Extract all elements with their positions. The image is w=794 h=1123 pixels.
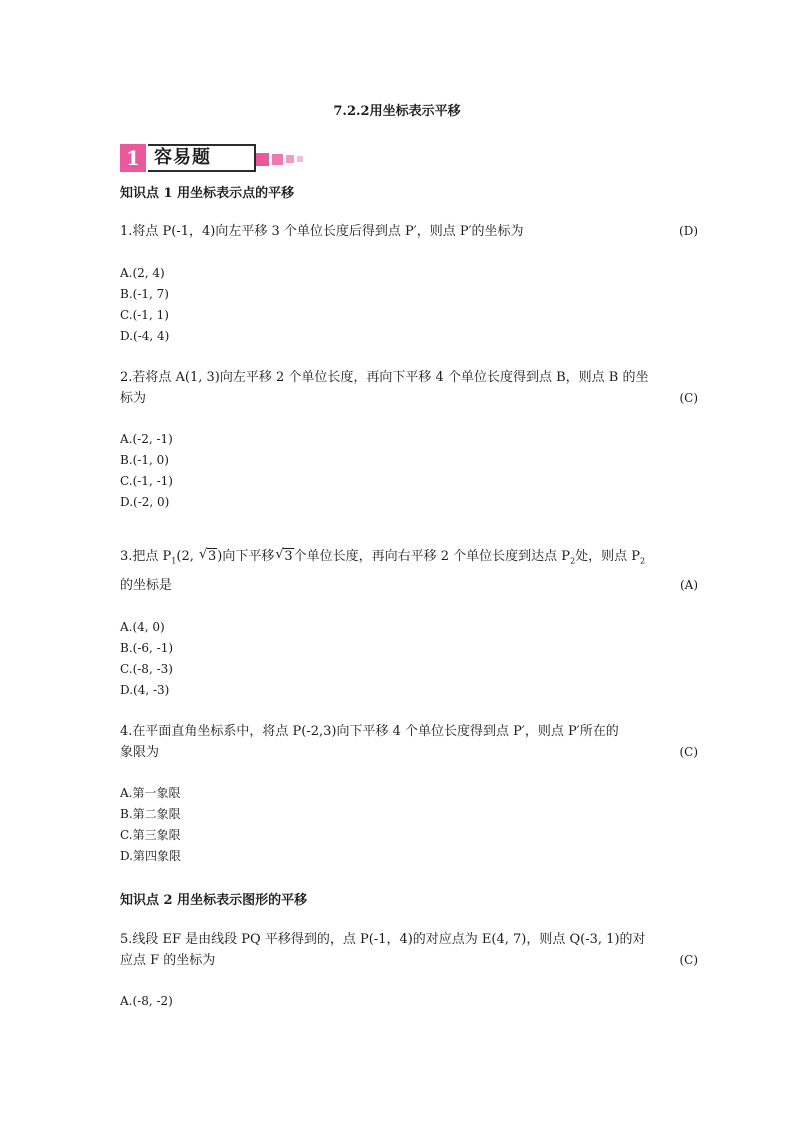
question-3-answer: (A): [679, 578, 698, 592]
section-label: 容易题: [148, 144, 256, 172]
question-2-text: 2.若将点 A(1, 3)向左平移 2 个单位长度，再向下平移 4 个单位长度得到点 B，则点 B 的坐: [120, 370, 649, 385]
question-1-option: C.(-1, 1): [120, 308, 169, 322]
question-1-option: D.(-4, 4): [120, 329, 170, 343]
q3-seg: 个单位长度，再向右平移 2 个单位长度到达点 P: [293, 549, 571, 564]
q3-sub: 2: [570, 556, 576, 566]
question-4-option: B.第二象限: [120, 807, 181, 821]
section-banner: [120, 144, 310, 172]
banner-decoration: [297, 156, 303, 162]
question-5-option: A.(-8, -2): [120, 994, 173, 1008]
question-3-text-cont: 的坐标是: [120, 578, 173, 593]
question-1-option: A.(2, 4): [120, 266, 165, 280]
sqrt-symbol: √ 3: [199, 547, 217, 564]
section-number: 1: [120, 144, 146, 172]
question-2-option: B.(-1, 0): [120, 453, 169, 467]
question-2-option: A.(-2, -1): [120, 432, 173, 446]
question-1-answer: (D): [679, 224, 698, 238]
question-3-option: A.(4, 0): [120, 620, 165, 634]
question-4-answer: (C): [679, 745, 698, 759]
question-2-answer: (C): [679, 391, 698, 405]
question-5-text: 5.线段 EF 是由线段 PQ 平移得到的，点 P(-1，4)的对应点为 E(4, 7)，则点 Q(-3, 1)的对: [120, 932, 646, 947]
q3-seg: 3.把点 P: [120, 549, 172, 564]
sqrt-radicand: 3: [208, 549, 217, 564]
question-2-option: C.(-1, -1): [120, 474, 173, 488]
q3-sub: 1: [171, 556, 177, 566]
question-3-option: D.(4, -3): [120, 683, 170, 697]
question-4-text-cont: 象限为: [120, 745, 160, 760]
q3-sub: 2: [640, 556, 646, 566]
banner-decoration: [272, 154, 283, 165]
q3-seg: 处，则点 P: [575, 549, 641, 564]
knowledge-point-heading: 知识点 2 用坐标表示图形的平移: [120, 893, 308, 908]
question-1-text: 1.将点 P(-1，4)向左平移 3 个单位长度后得到点 P′，则点 P′的坐标为: [120, 224, 524, 239]
knowledge-point-heading: 知识点 1 用坐标表示点的平移: [120, 186, 295, 201]
page-title: 7.2.2用坐标表示平移: [333, 104, 461, 119]
q3-seg: (2,: [176, 549, 198, 564]
question-2-text-cont: 标为: [120, 391, 147, 406]
banner-decoration: [286, 155, 294, 163]
question-4-text: 4.在平面直角坐标系中，将点 P(-2,3)向下平移 4 个单位长度得到点 P′，则点 P′所在的: [120, 724, 619, 739]
question-4-option: D.第四象限: [120, 849, 182, 863]
question-4-option: A.第一象限: [120, 786, 181, 800]
sqrt-symbol: √ 3: [275, 547, 293, 564]
question-1-option: B.(-1, 7): [120, 287, 169, 301]
question-3-text: [120, 546, 698, 572]
question-3-option: C.(-8, -3): [120, 662, 173, 676]
question-2-option: D.(-2, 0): [120, 495, 170, 509]
banner-decoration: [256, 153, 269, 166]
q3-seg: )向下平移: [217, 549, 275, 564]
question-4-option: C.第三象限: [120, 828, 181, 842]
sqrt-radicand: 3: [284, 549, 293, 564]
question-5-text-cont: 应点 F 的坐标为: [120, 953, 216, 968]
question-5-answer: (C): [679, 953, 698, 967]
question-3-option: B.(-6, -1): [120, 641, 174, 655]
